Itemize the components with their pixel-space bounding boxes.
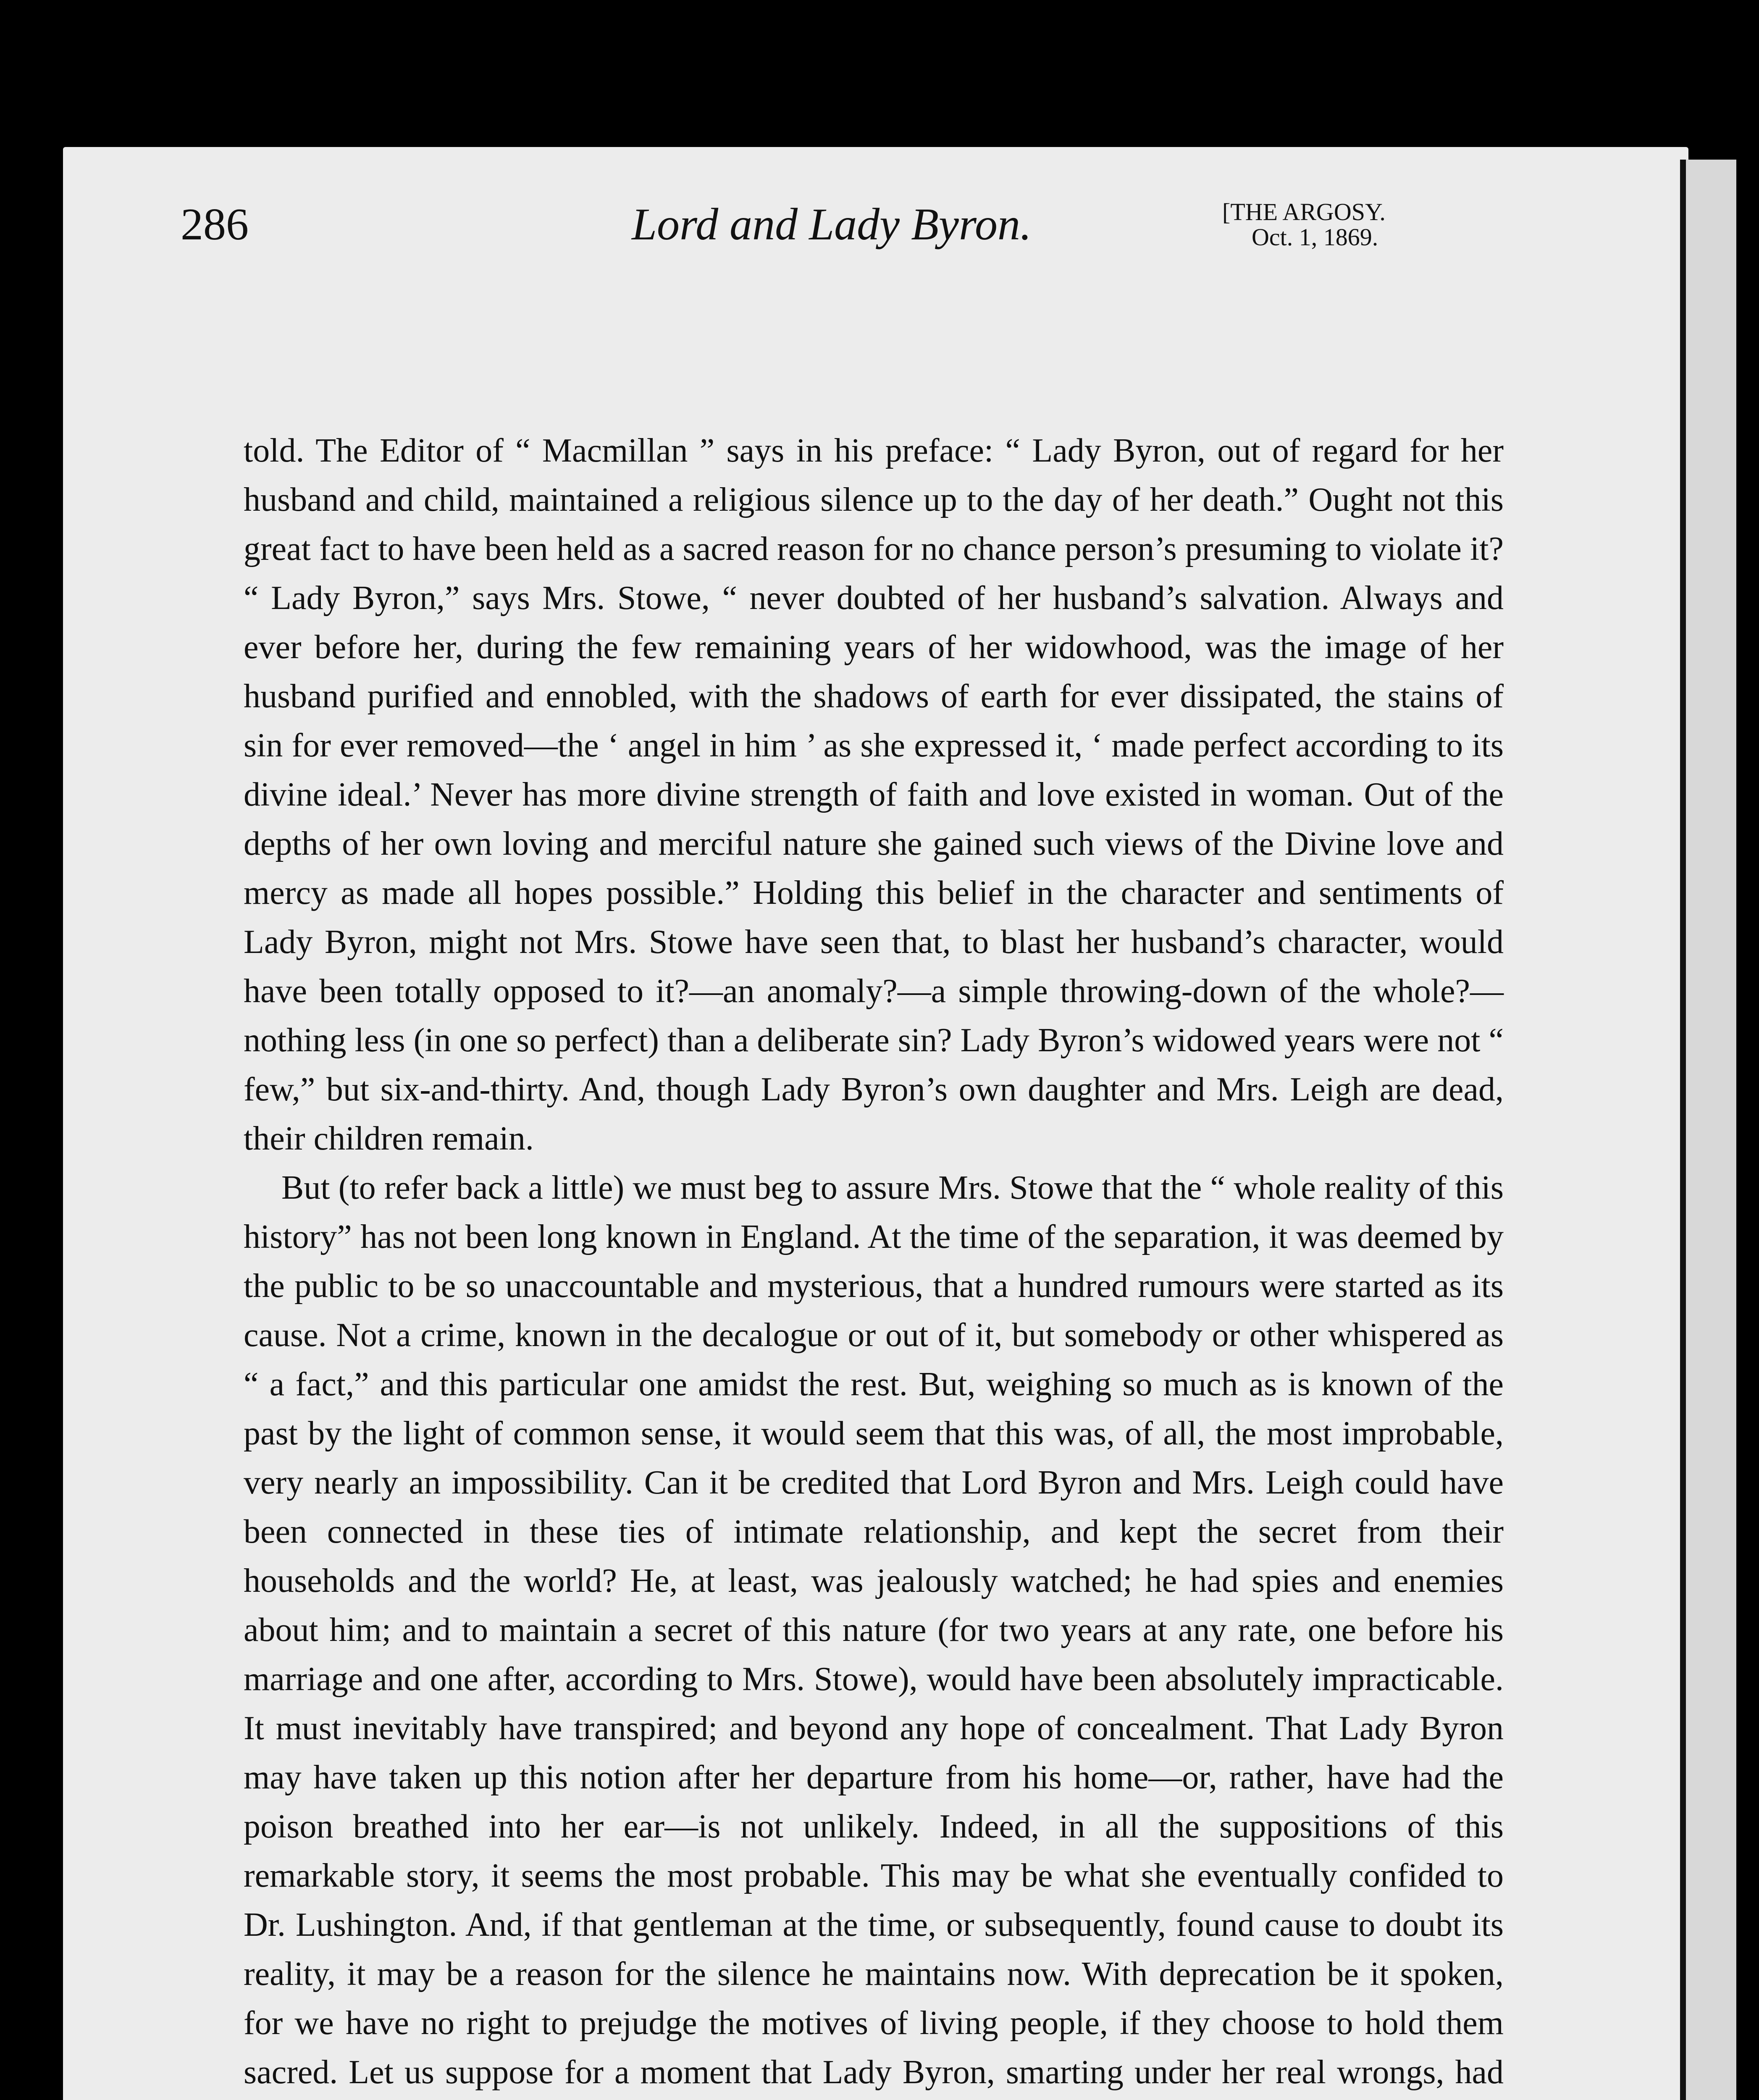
- page-number: 286: [181, 200, 249, 249]
- paragraph: told. The Editor of “ Macmillan ” says in his preface: “ Lady Byron, out of regard for her husband and child, maintained a religious silence up to the day of her death.” Ought not this great fact to have been held as a sacred reason for no chance person’s presuming to violate it? “ Lady Byron,” says Mrs. Stowe, “ never doubted of her husband’s salvation. Always and ever before her, during the few remaining years of her widowhood, was the image of her husband purified and ennobled, with the shadows of earth for ever dissipated, the stains of sin for ever removed—the ‘ angel in him ’ as she expressed it, ‘ made perfect according to its divine ideal.’ Never has more divine strength of faith and love existed in woman. Out of the depths of her own loving and merciful nature she gained such views of the Divine love and mercy as made all hopes possible.” Holding this belief in the character and sentiments of Lady Byron, might not Mrs. Stowe have seen that, to blast her husband’s character, would have been totally opposed to it?—an anomaly?—a simple throwing-down of the whole?—nothing less (in one so perfect) than a deliberate sin? Lady Byron’s widowed years were not “ few,” but six-and-thirty. And, though Lady Byron’s own daughter and Mrs. Leigh are dead, their children remain.: [244, 432, 1504, 1157]
- paragraph: But (to refer back a little) we must beg to assure Mrs. Stowe that the “ whole reality of this history” has not been long known in England. At the time of the separation, it was deemed by the public to be so unaccountable and mysterious, that a hundred rumours were started as its cause. Not a crime, known in the decalogue or out of it, but somebody or other whispered as “ a fact,” and this particular one amidst the rest. But, weighing so much as is known of the past by the light of common sense, it would seem that this was, of all, the most improbable, very nearly an impossibility. Can it be credited that Lord Byron and Mrs. Leigh could have been connected in these ties of intimate relationship, and kept the secret from their households and the world? He, at least, was jealously watched; he had spies and enemies about him; and to maintain a secret of this nature (for two years at any rate, one before his marriage and one after, according to Mrs. Stowe), would have been absolutely impracticable. It must inevitably have transpired; and beyond any hope of concealment. That Lady Byron may have taken up this notion after her departure from his home—or, rather, have had the poison breathed into her ear—is not unlikely. Indeed, in all the suppositions of this remarkable story, it seems the most probable. This may be what she eventually confided to Dr. Lushington. And, if that gentleman at the time, or subsequently, found cause to doubt its reality, it may be a reason for the silence he maintains now. With deprecation be it spoken, for we have no right to prejudge the motives of living people, if they choose to hold them sacred. Let us suppose for a moment that Lady Byron, smarting under her real wrongs, had: [244, 1169, 1504, 2091]
- running-title: Lord and Lady Byron.: [631, 200, 1032, 249]
- facing-page-edge: [1680, 160, 1736, 2100]
- page-header: [181, 197, 1466, 294]
- journal-date: Oct. 1, 1869.: [1252, 223, 1378, 251]
- journal-reference: [1222, 200, 1457, 250]
- journal-name: [THE ARGOSY.: [1222, 198, 1386, 226]
- body-text: [244, 426, 1504, 2100]
